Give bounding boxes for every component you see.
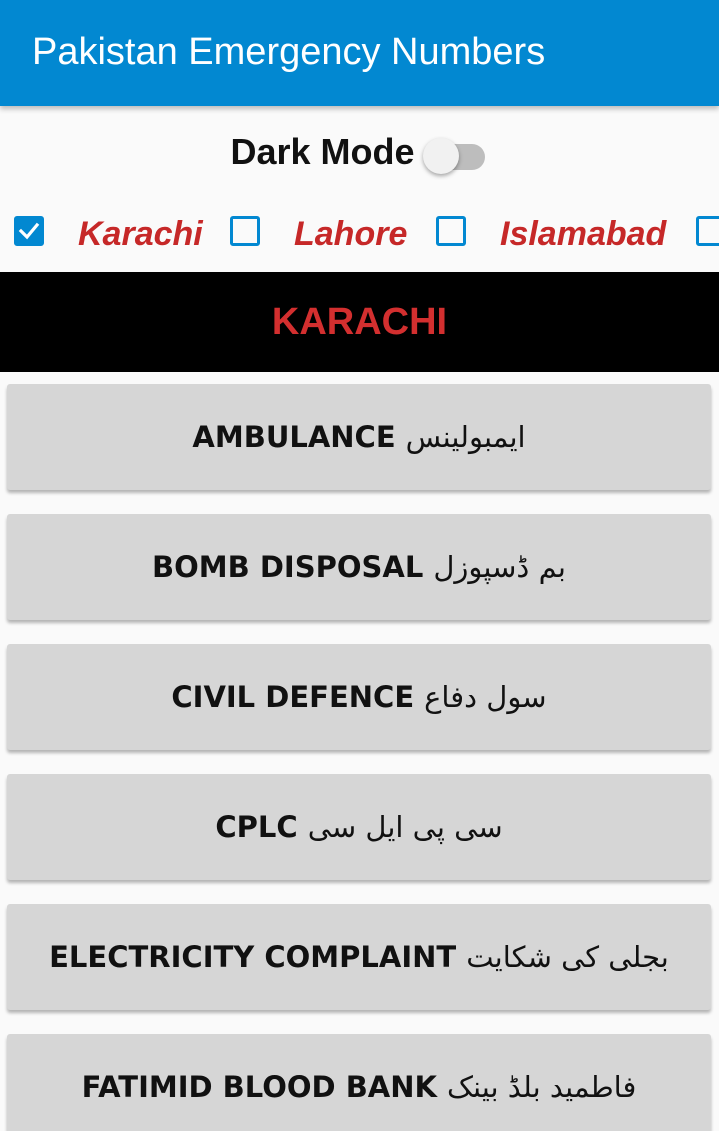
city-option-karachi[interactable] <box>14 208 214 260</box>
app-bar <box>0 0 719 106</box>
dark-mode-row <box>0 124 719 180</box>
selected-city-banner <box>0 272 719 372</box>
city-label-islamabad: Islamabad <box>500 215 667 253</box>
service-label-en: CIVIL DEFENCE <box>171 680 415 714</box>
service-label-ur: بجلی کی شکایت <box>466 940 669 974</box>
city-label-karachi: Karachi <box>78 215 203 253</box>
service-label-en: CPLC <box>215 810 298 844</box>
service-button-civil-defence[interactable] <box>7 644 711 750</box>
check-icon <box>18 220 40 242</box>
service-label-ur: ایمبولینس <box>405 420 526 454</box>
service-button-fatimid-blood-bank[interactable] <box>7 1034 711 1131</box>
app-title: Pakistan Emergency Numbers <box>32 31 546 73</box>
service-button-bomb-disposal[interactable] <box>7 514 711 620</box>
service-button-electricity-complaint[interactable] <box>7 904 711 1010</box>
service-button-ambulance[interactable] <box>7 384 711 490</box>
service-label-ur: سی پی ایل سی <box>307 810 503 844</box>
service-label-en: FATIMID BLOOD BANK <box>81 1070 437 1104</box>
service-label-en: BOMB DISPOSAL <box>152 550 424 584</box>
next-city-checkbox[interactable] <box>696 216 719 246</box>
service-label-ur: بم ڈسپوزل <box>433 550 566 584</box>
lahore-checkbox[interactable] <box>230 216 260 246</box>
dark-mode-label: Dark Mode <box>230 131 415 172</box>
city-option-lahore[interactable] <box>230 208 420 260</box>
service-label-ur: فاطمید بلڈ بینک <box>447 1070 637 1104</box>
city-selector-row <box>0 208 719 260</box>
switch-thumb[interactable] <box>423 138 459 174</box>
dark-mode-switch[interactable] <box>423 132 489 172</box>
service-label-en: ELECTRICITY COMPLAINT <box>49 940 457 974</box>
city-option-islamabad[interactable] <box>436 208 686 260</box>
karachi-checkbox[interactable] <box>14 216 44 246</box>
service-label-en: AMBULANCE <box>192 420 396 454</box>
selected-city-title: KARACHI <box>271 300 448 343</box>
service-button-cplc[interactable] <box>7 774 711 880</box>
city-option-next[interactable] <box>696 208 719 260</box>
islamabad-checkbox[interactable] <box>436 216 466 246</box>
city-label-lahore: Lahore <box>294 215 408 253</box>
service-label-ur: سول دفاع <box>424 680 547 714</box>
